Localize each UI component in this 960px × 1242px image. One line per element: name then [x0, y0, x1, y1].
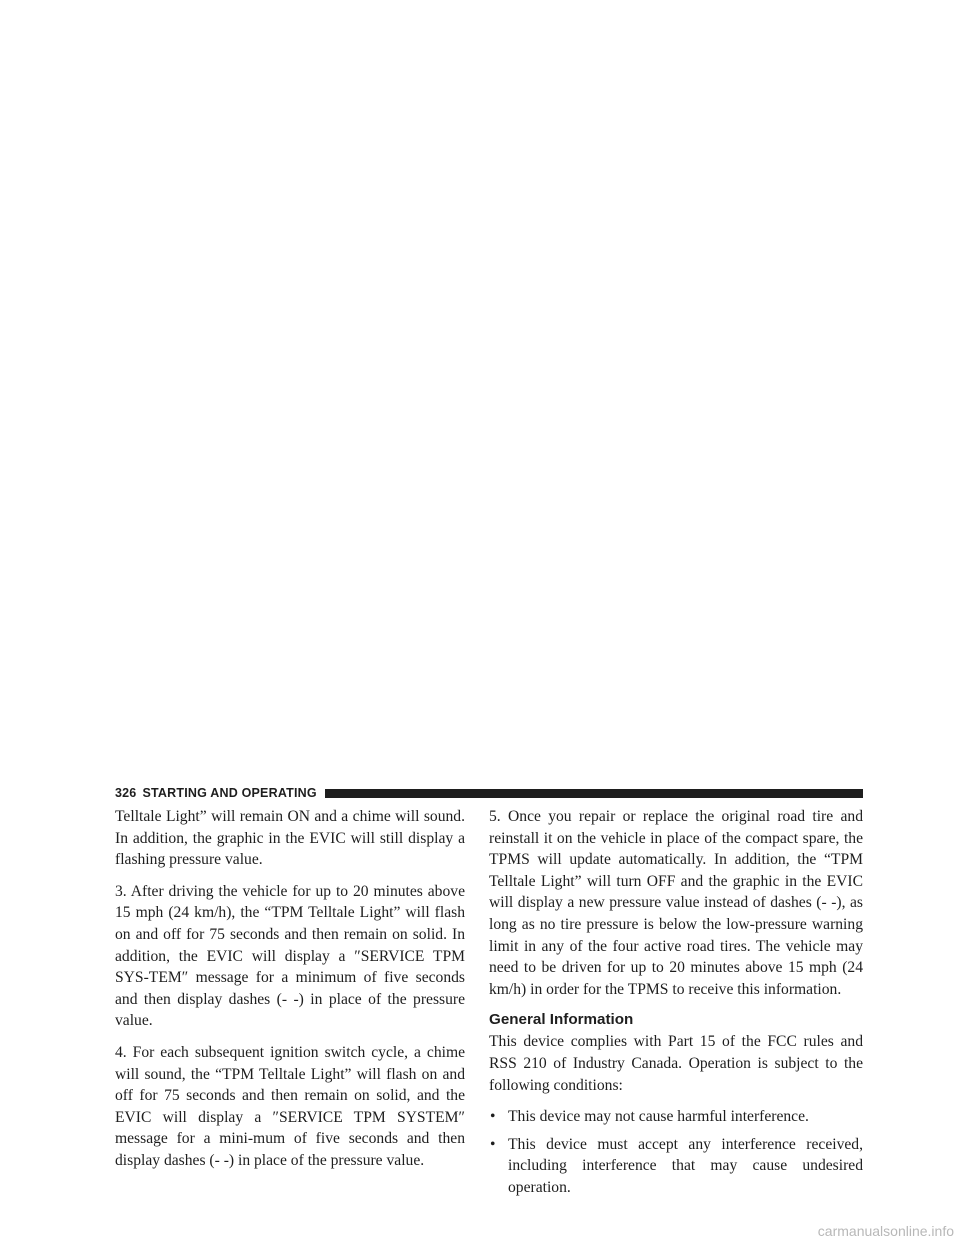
- watermark[interactable]: carmanualsonline.info: [817, 1223, 954, 1239]
- page-header: [115, 785, 863, 801]
- paragraph-step-5: 5. Once you repair or replace the original road tire and reinstall it on the vehicle in place of the compact spare, the TPMS will update automatically. In addition, the “TPM Telltale Light” will turn OFF and the graphic in the EVIC will display a new pressure value instead of dashes (- -), as long as no tire pressure is below the low-pressure warning limit in any of the four active road tires. The vehicle may need to be driven for up to 20 minutes above 15 mph (24 km/h) in order for the TPMS to receive this information.: [489, 808, 863, 998]
- page-number: 326: [115, 786, 137, 800]
- bullet-icon: •: [490, 1135, 496, 1153]
- header-rule: [325, 789, 863, 798]
- paragraph-step-3: 3. After driving the vehicle for up to 20 minutes above 15 mph (24 km/h), the “TPM Telltale Light” will flash on and off for 75 seconds and then remain on solid. In addition, the EVIC will display a ″SERVICE TPM SYS-TEM″ message for a minimum of five seconds and then display dashes (- -) in place of the pressure value.: [115, 882, 465, 1030]
- paragraph-fcc-compliance: This device complies with Part 15 of the FCC rules and RSS 210 of Industry Canada. Operation is subject to the following conditions:: [489, 1033, 863, 1094]
- list-item: [489, 1134, 863, 1199]
- conditions-list: [489, 1106, 863, 1198]
- list-item: [489, 1106, 863, 1128]
- bullet-icon: •: [490, 1108, 496, 1126]
- paragraph-telltale-continued: Telltale Light” will remain ON and a chime will sound. In addition, the graphic in the EVIC will still display a flashing pressure value.: [115, 808, 465, 869]
- paragraph-step-4: 4. For each subsequent ignition switch cycle, a chime will sound, the “TPM Telltale Light” will flash on and off for 75 seconds and then remain on solid, and the EVIC will display a ″SERVICE TPM SYSTEM″ message for a mini-mum of five seconds and then display dashes (- -) in place of the pressure value.: [115, 1043, 465, 1169]
- list-item-text: This device must accept any interference received, including interference that may cause undesired operation.: [508, 1135, 863, 1196]
- list-item-text: This device may not cause harmful interference.: [508, 1108, 809, 1126]
- right-column: [489, 806, 863, 1205]
- section-title: STARTING AND OPERATING: [142, 786, 317, 800]
- left-column: [115, 806, 465, 1182]
- subheading-general-information: General Information: [489, 1011, 634, 1029]
